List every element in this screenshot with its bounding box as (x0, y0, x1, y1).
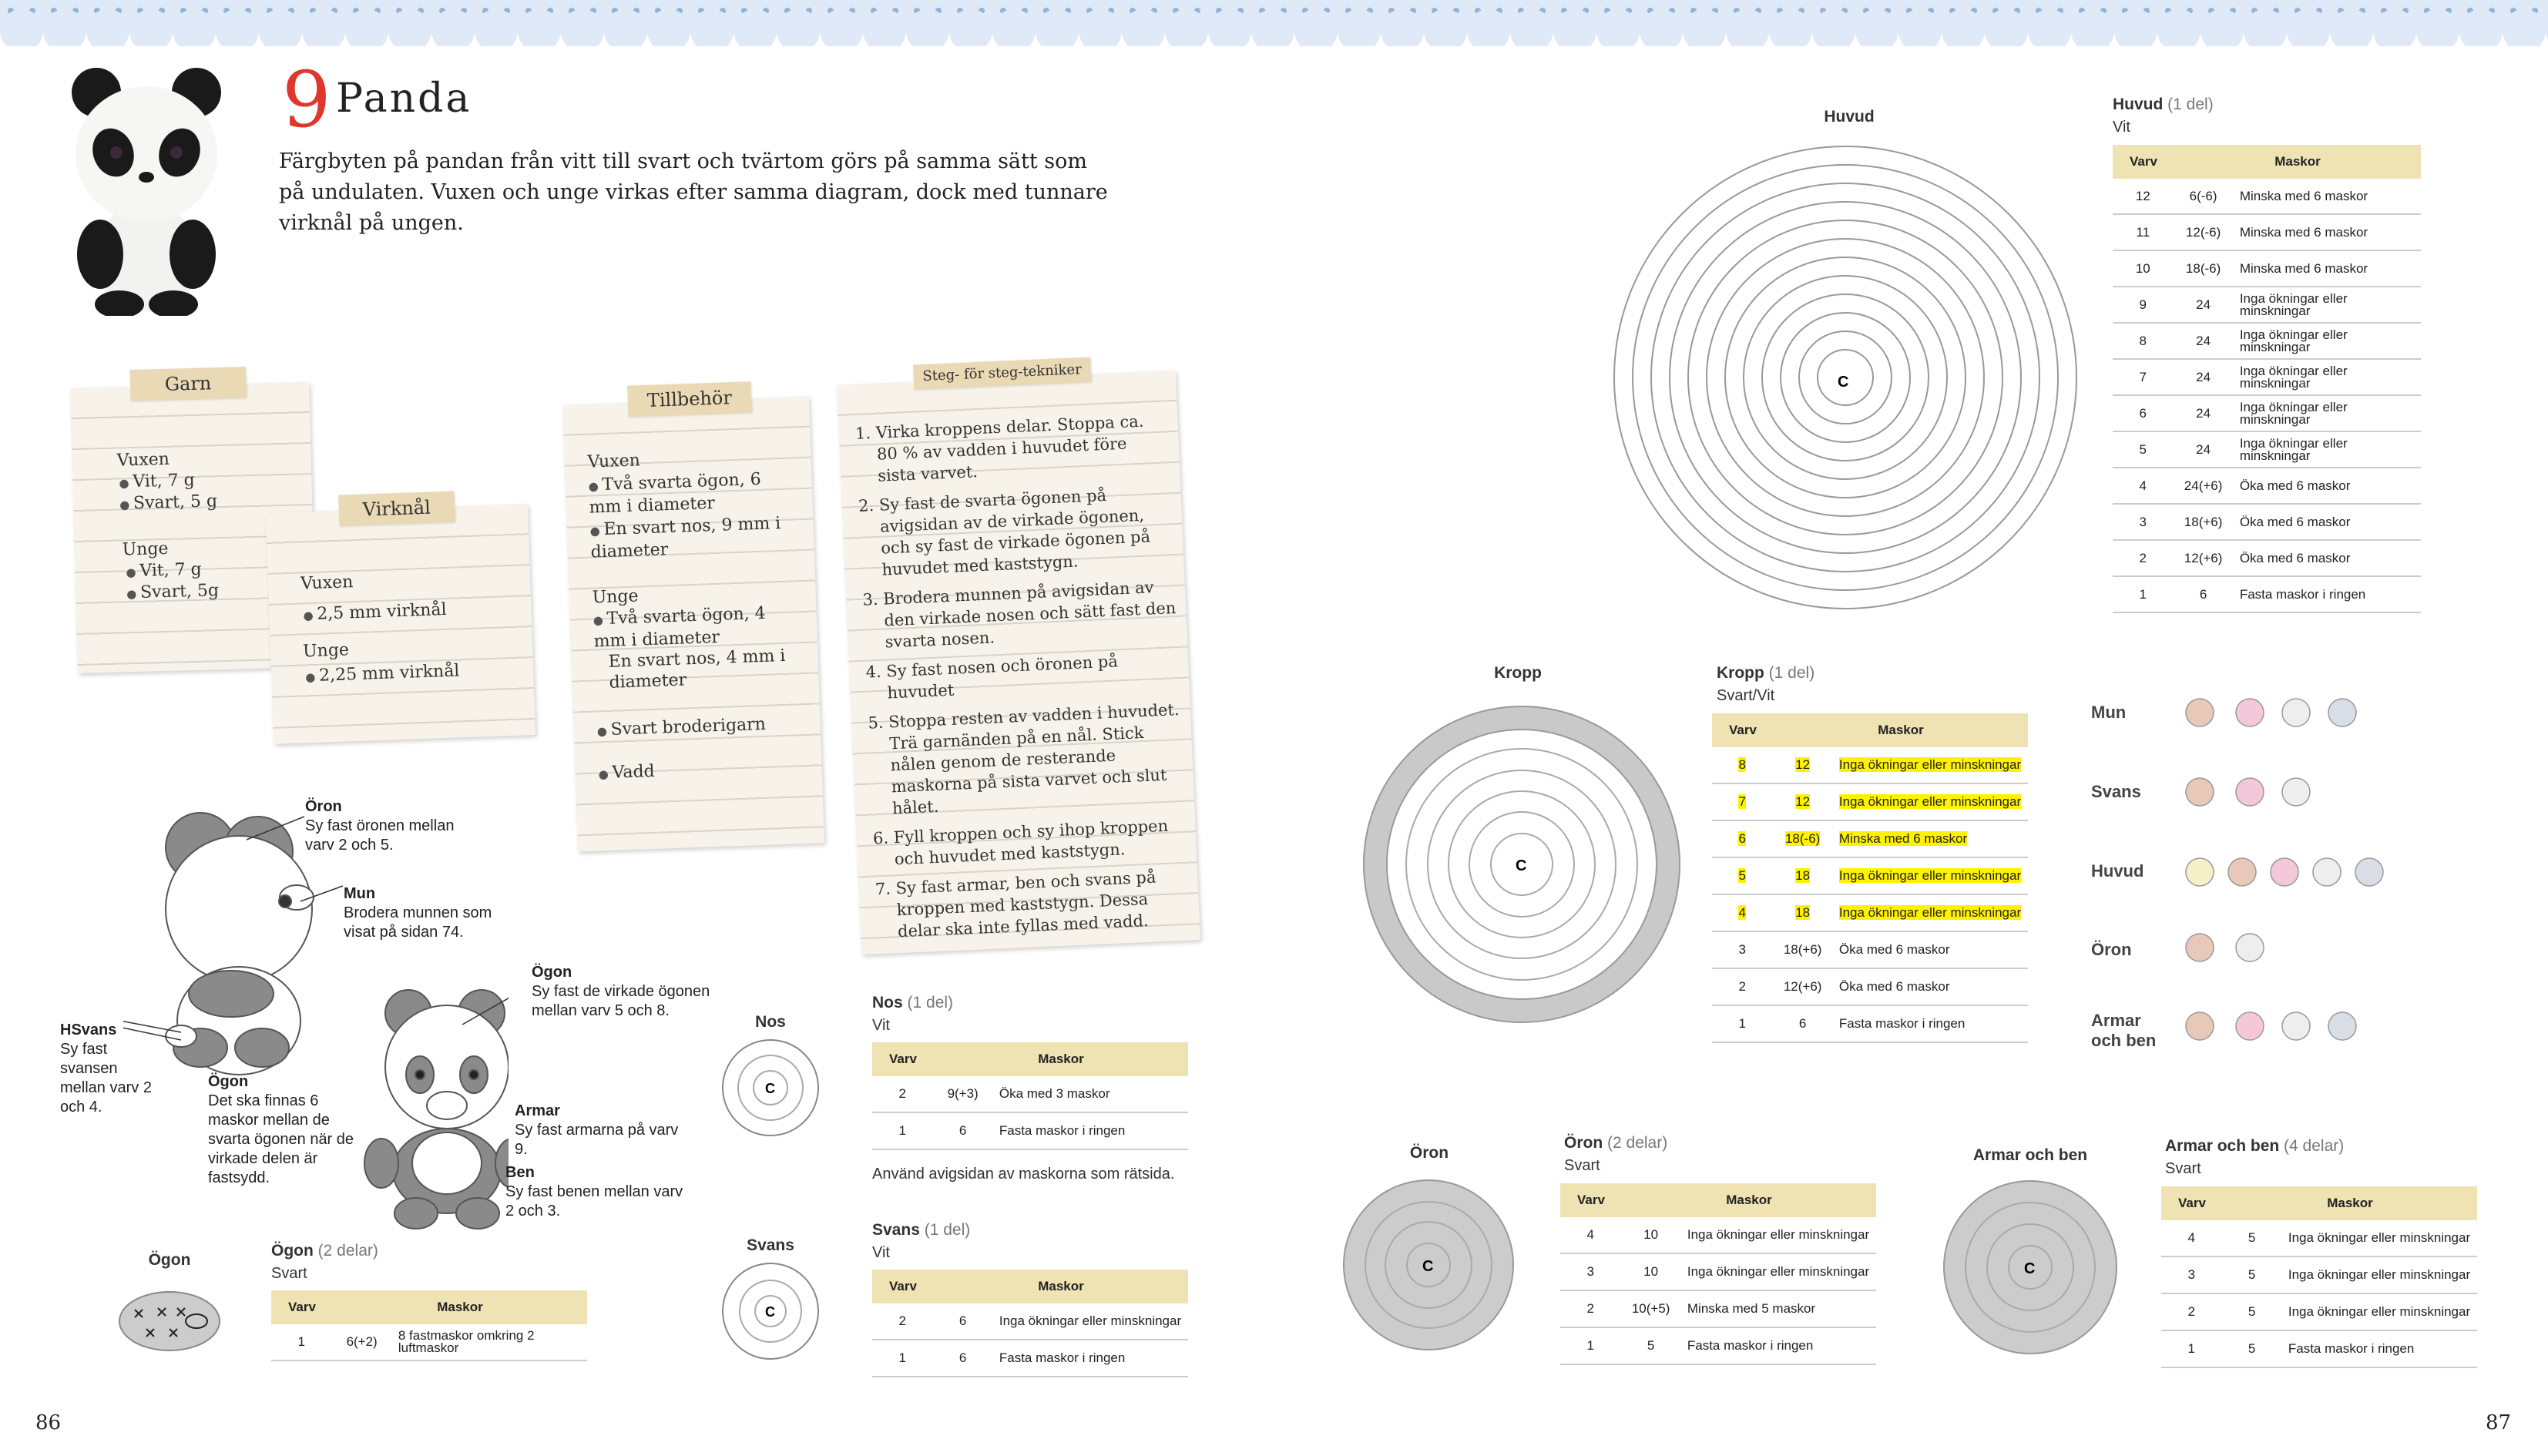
table-row (2113, 215, 2421, 251)
cell-maskor-instruction: Inga ökningar eller minskningar (2239, 363, 2348, 391)
cell-maskor-count: 6 (958, 1123, 967, 1138)
cell-maskor-count: 18(+6) (2184, 514, 2223, 529)
table-huvud-title: Huvud (1 del) (2113, 96, 2214, 113)
cell-maskor-count: 9(+3) (947, 1086, 979, 1101)
cell-varv: 8 (1738, 757, 1746, 772)
cell-varv: 3 (2139, 514, 2147, 529)
header-varv: Varv (2130, 154, 2157, 169)
tillbehor-unge-1: ● Två svarta ögon, 4 mm i diameter (593, 602, 779, 652)
table-oron-color: Svart (1564, 1157, 1600, 1174)
cell-maskor-instruction: Öka med 6 maskor (1838, 942, 1950, 957)
cell-varv: 3 (1586, 1264, 1594, 1279)
table-row (1712, 747, 2028, 784)
cell-maskor-instruction: Minska med 6 maskor (2239, 188, 2368, 203)
tillbehor-note (562, 387, 824, 852)
cell-maskor-instruction: Öka med 6 maskor (2239, 550, 2351, 565)
garn-unge-2: ● Svart, 5g (126, 580, 220, 605)
annotation-ogon-2: Ögon Det ska finnas 6 maskor mellan de svarta ögonen när de virkade delen är fastsydd. (208, 1073, 354, 1186)
cell-maskor-instruction: Inga ökningar eller minskningar (2239, 399, 2348, 427)
cell-varv: 1 (1738, 1016, 1746, 1031)
header-varv: Varv (889, 1052, 917, 1066)
scallop-border (0, 0, 2548, 46)
table-row (1560, 1217, 1876, 1254)
table-huvud (2113, 145, 2421, 613)
cell-varv: 4 (2139, 478, 2147, 493)
cell-maskor-count: 6 (1798, 1016, 1807, 1031)
tillbehor-extra-2: ● Vadd (598, 761, 655, 786)
table-row (1560, 1254, 1876, 1291)
table-row (2161, 1294, 2477, 1331)
steg-note (837, 361, 1200, 954)
table-ogon-title: Ögon (2 delar) (271, 1242, 378, 1260)
table-row (2113, 468, 2421, 505)
table-header (1560, 1183, 1876, 1217)
annotation-ben: Ben Sy fast benen mellan varv 2 och 3. (505, 1164, 683, 1219)
cell-maskor-count: 18(+6) (1783, 942, 1822, 957)
side-nav-oron: Öron (2091, 940, 2132, 959)
cell-maskor-count: 12(+6) (2184, 550, 2223, 565)
table-svans-title: Svans (1 del) (872, 1221, 971, 1239)
svans-center-c: C (765, 1304, 775, 1320)
table-armben (2161, 1186, 2477, 1368)
cell-maskor-instruction: Inga ökningar eller minskningar (2288, 1230, 2471, 1245)
tillbehor-vuxen-label: Vuxen (587, 451, 641, 472)
cell-maskor-count: 10(+5) (1631, 1301, 1670, 1316)
cell-maskor-count: 24 (2196, 369, 2211, 384)
diagram-label-kropp: Kropp (1494, 664, 1542, 682)
oron-center-c: C (1422, 1258, 1434, 1275)
cell-maskor-instruction: Inga ökningar eller minskningar (2288, 1304, 2471, 1319)
intro-text: Färgbyten på pandan från vitt till svart och tvärtom görs på samma sätt som på undulaten. Vuxen och unge virkas efter samma diagram, dock med tunnare virknål på ungen. (279, 149, 1108, 235)
header-maskor: Maskor (1038, 1279, 1084, 1293)
cell-maskor-instruction: Fasta maskor i ringen (1687, 1338, 1814, 1353)
diagram-label-huvud: Huvud (1824, 108, 1875, 126)
table-row (2161, 1220, 2477, 1257)
tillbehor-tag: Tillbehör (627, 381, 751, 417)
huvud-center-c: C (1838, 374, 1849, 391)
tillbehor-unge-label: Unge (592, 586, 639, 608)
diagram-label-ogon: Ögon (148, 1251, 191, 1269)
header-maskor: Maskor (1878, 723, 1924, 737)
steg-tag: Steg- för steg-tekniker (913, 357, 1091, 390)
table-row (2113, 324, 2421, 360)
table-row (872, 1076, 1188, 1113)
table-kropp-title: Kropp (1 del) (1717, 664, 1815, 682)
table-row (1712, 1006, 2028, 1043)
cell-maskor-instruction: Inga ökningar eller minskningar (1838, 905, 2022, 920)
table-nos-note: Använd avigsidan av maskorna som rätsida. (872, 1166, 1175, 1183)
cell-varv: 9 (2139, 297, 2147, 312)
cell-maskor-instruction: Öka med 6 maskor (2239, 478, 2351, 493)
annotation-svans: HSvans Sy fast svansen mellan varv 2 och 4. (60, 1022, 152, 1115)
cell-maskor-count: 24 (2196, 441, 2211, 457)
cell-varv: 11 (2136, 224, 2150, 240)
cell-varv: 2 (898, 1313, 906, 1328)
cell-maskor-instruction: Minska med 5 maskor (1687, 1301, 1816, 1316)
steg-item: 1. Virka kroppens delar. Stoppa ca. 80 % av vadden i huvudet före sista varvet. (875, 409, 1170, 486)
cell-maskor-count: 24 (2196, 333, 2211, 348)
diagram-label-nos: Nos (755, 1013, 786, 1031)
virknal-unge: ● 2,25 mm virknål (305, 660, 460, 688)
cell-varv: 5 (2139, 441, 2147, 457)
cell-varv: 7 (1738, 794, 1746, 809)
cell-varv: 2 (2139, 550, 2147, 565)
recipe-number: 9 (282, 55, 331, 145)
annotation-armar: Armar Sy fast armarna på varv 9. (515, 1102, 679, 1158)
tillbehor-extra-1: ● Svart broderigarn (596, 714, 766, 743)
diagram-nos (720, 1038, 821, 1138)
cell-maskor-instruction: Inga ökningar eller minskningar (2239, 327, 2348, 354)
table-row (2161, 1331, 2477, 1368)
table-row (1712, 932, 2028, 969)
garn-vuxen-2: ● Svart, 5 g (119, 491, 218, 515)
side-nav-svans: Svans (2091, 782, 2141, 801)
table-row (2161, 1257, 2477, 1294)
table-oron-title: Öron (2 delar) (1564, 1134, 1668, 1152)
cell-maskor-instruction: Öka med 6 maskor (2239, 514, 2351, 529)
cell-maskor-count: 18(-6) (1784, 831, 1821, 846)
cell-maskor-instruction: Fasta maskor i ringen (1838, 1016, 1966, 1031)
cell-maskor-instruction: Inga ökningar eller minskningar (1687, 1227, 1870, 1242)
table-row (872, 1303, 1188, 1340)
cell-maskor-count: 5 (2248, 1267, 2256, 1282)
side-nav-armar-och-ben: Armar och ben (2091, 1011, 2157, 1050)
virknal-vuxen-label: Vuxen (300, 572, 354, 594)
garn-vuxen-label: Vuxen (116, 449, 170, 471)
table-svans (872, 1270, 1188, 1377)
steg-item: 4. Sy fast nosen och öronen på huvudet (886, 648, 1180, 704)
cell-maskor-count: 10 (1643, 1227, 1659, 1242)
cell-varv: 2 (1586, 1301, 1594, 1316)
cell-varv: 5 (1738, 868, 1746, 883)
annotation-mun: Mun Brodera munnen som visat på sidan 74. (344, 885, 492, 941)
table-oron (1560, 1183, 1876, 1365)
cell-maskor-instruction: Minska med 6 maskor (2239, 224, 2368, 240)
diagram-ogon (116, 1287, 223, 1356)
table-row (1712, 858, 2028, 895)
table-row (1712, 895, 2028, 932)
cell-varv: 4 (2187, 1230, 2195, 1245)
cell-maskor-instruction: Inga ökningar eller minskningar (1838, 794, 2022, 809)
table-header (271, 1290, 587, 1324)
table-row (872, 1340, 1188, 1377)
cell-maskor-instruction: Minska med 6 maskor (2239, 260, 2368, 276)
cell-maskor-instruction: Fasta maskor i ringen (999, 1350, 1126, 1365)
cell-varv: 1 (2187, 1341, 2195, 1356)
table-ogon-color: Svart (271, 1265, 307, 1282)
table-kropp (1712, 713, 2028, 1043)
diagram-svans (720, 1261, 821, 1361)
header-maskor: Maskor (1726, 1193, 1772, 1207)
header-varv: Varv (1729, 723, 1757, 737)
cell-varv: 1 (297, 1334, 305, 1349)
diagram-label-svans: Svans (747, 1236, 794, 1254)
diagram-armar-och-ben (1942, 1179, 2119, 1356)
side-nav-huvud: Huvud (2091, 861, 2144, 881)
cell-maskor-instruction: Inga ökningar eller minskningar (2288, 1267, 2471, 1282)
table-row (1712, 821, 2028, 858)
table-header (2113, 145, 2421, 179)
cell-varv: 6 (2139, 405, 2147, 421)
cell-maskor-count: 18(-6) (2185, 260, 2221, 276)
table-nos-title: Nos (1 del) (872, 994, 954, 1011)
cell-varv: 3 (1738, 942, 1746, 957)
diagram-label-armar-och-ben: Armar och ben (1972, 1146, 2088, 1164)
side-nav-animal-icons (2180, 678, 2412, 1079)
table-header (872, 1270, 1188, 1303)
header-maskor: Maskor (1038, 1052, 1084, 1066)
cell-varv: 1 (898, 1350, 906, 1365)
garn-vuxen-1: ● Vit, 7 g (119, 470, 195, 495)
cell-maskor-count: 12 (1795, 757, 1811, 772)
table-nos-color: Vit (872, 1017, 890, 1034)
diagram-oron (1342, 1179, 1516, 1352)
cell-maskor-count: 6 (958, 1350, 967, 1365)
table-row (271, 1324, 587, 1361)
cell-maskor-count: 6 (2199, 586, 2207, 602)
steg-item: 5. Stoppa resten av vadden i huvudet. Trä garnänden på en nål. Stick nålen genom de resterande maskorna på sista varvet och slut hålet. (888, 699, 1186, 819)
virknal-unge-label: Unge (302, 640, 350, 662)
table-row (2113, 541, 2421, 577)
cell-varv: 1 (898, 1123, 906, 1138)
cell-maskor-count: 6(+2) (346, 1334, 378, 1349)
cell-varv: 4 (1738, 905, 1746, 920)
cell-maskor-instruction: Fasta maskor i ringen (2239, 586, 2366, 602)
garn-unge-label: Unge (122, 538, 169, 560)
virknal-vuxen: ● 2,5 mm virknål (303, 599, 447, 626)
steg-item: 2. Sy fast de svarta ögonen på avigsidan av de virkade ögonen, och sy fast de virkade ögonen på huvudet med kaststygn. (878, 481, 1175, 580)
table-row (2113, 360, 2421, 396)
garn-tag: Garn (130, 367, 247, 401)
cell-maskor-count: 18 (1795, 868, 1811, 883)
annotation-ogon-1: Ögon Sy fast de virkade ögonen mellan varv 5 och 8. (532, 964, 710, 1019)
table-row (2113, 505, 2421, 541)
table-armben-title: Armar och ben (4 delar) (2165, 1137, 2345, 1155)
recipe-title: Panda (336, 75, 472, 122)
steg-item: 6. Fyll kroppen och sy ihop kroppen och huvudet med kaststygn. (893, 814, 1187, 871)
header-varv: Varv (2178, 1196, 2206, 1210)
table-nos (872, 1042, 1188, 1150)
header-varv: Varv (1577, 1193, 1605, 1207)
table-huvud-color: Vit (2113, 119, 2130, 136)
cell-maskor-count: 10 (1643, 1264, 1659, 1279)
steg-item: 7. Sy fast armar, ben och svans på kroppen med kaststygn. Dessa delar ska inte fyllas med vadd. (895, 865, 1190, 942)
page-number-right: 87 (2486, 1411, 2512, 1434)
cell-maskor-instruction: 8 fastmaskor omkring 2 luftmaskor (398, 1328, 535, 1355)
cell-varv: 12 (2135, 188, 2150, 203)
table-row (1560, 1291, 1876, 1328)
table-armben-color: Svart (2165, 1160, 2201, 1177)
cell-maskor-count: 24 (2196, 405, 2211, 421)
header-maskor: Maskor (2274, 154, 2321, 169)
kropp-center-c: C (1516, 857, 1527, 874)
cell-maskor-count: 5 (2248, 1304, 2256, 1319)
steg-item: 3. Brodera munnen på avigsidan av den virkade nosen och sätt fast den svarta nosen. (883, 575, 1178, 653)
tillbehor-unge-2: En svart nos, 4 mm i diameter (608, 646, 786, 693)
cell-varv: 7 (2139, 369, 2147, 384)
cell-varv: 6 (1738, 831, 1746, 846)
cell-maskor-count: 24 (2196, 297, 2211, 312)
cell-maskor-instruction: Inga ökningar eller minskningar (2239, 290, 2348, 318)
cell-maskor-count: 5 (2248, 1341, 2256, 1356)
cell-maskor-instruction: Inga ökningar eller minskningar (1838, 868, 2022, 883)
header-varv: Varv (288, 1300, 316, 1314)
table-ogon (271, 1290, 587, 1361)
cell-maskor-instruction: Fasta maskor i ringen (2288, 1341, 2415, 1356)
table-row (2113, 251, 2421, 287)
table-row (1712, 784, 2028, 821)
annotation-oron: Öron Sy fast öronen mellan varv 2 och 5. (305, 798, 455, 854)
garn-unge-1: ● Vit, 7 g (126, 559, 202, 584)
diagram-kropp (1360, 703, 1684, 1026)
panda-photo (65, 62, 227, 316)
cell-varv: 2 (2187, 1304, 2195, 1319)
cell-maskor-instruction: Inga ökningar eller minskningar (1687, 1264, 1870, 1279)
cell-maskor-instruction: Inga ökningar eller minskningar (999, 1313, 1182, 1328)
table-row (2113, 577, 2421, 613)
side-nav-mun: Mun (2091, 703, 2127, 722)
cell-maskor-count: 5 (1647, 1338, 1655, 1353)
header-varv: Varv (889, 1279, 917, 1293)
table-svans-color: Vit (872, 1244, 890, 1261)
header-maskor: Maskor (437, 1300, 483, 1314)
table-row (872, 1113, 1188, 1150)
tillbehor-vuxen-1: ● Två svarta ögon, 6 mm i diameter (588, 468, 797, 518)
table-row (2113, 396, 2421, 432)
nos-center-c: C (765, 1081, 775, 1096)
table-header (872, 1042, 1188, 1076)
cell-varv: 10 (2135, 260, 2150, 276)
header-maskor: Maskor (2327, 1196, 2373, 1210)
virknal-note (266, 496, 535, 744)
table-kropp-color: Svart/Vit (1717, 687, 1775, 704)
cell-maskor-count: 24(+6) (2184, 478, 2223, 493)
armben-center-c: C (2024, 1260, 2036, 1277)
cell-maskor-instruction: Inga ökningar eller minskningar (2239, 435, 2348, 463)
cell-maskor-instruction: Fasta maskor i ringen (999, 1123, 1126, 1138)
virknal-tag: Virknål (338, 491, 455, 525)
cell-varv: 1 (2139, 586, 2147, 602)
cell-maskor-count: 12(+6) (1783, 979, 1822, 994)
cell-maskor-count: 5 (2248, 1230, 2256, 1245)
cell-varv: 4 (1586, 1227, 1594, 1242)
diagram-label-oron: Öron (1409, 1144, 1449, 1162)
cell-maskor-instruction: Öka med 6 maskor (1838, 979, 1950, 994)
cell-varv: 2 (1738, 979, 1746, 994)
cell-maskor-instruction: Minska med 6 maskor (1838, 831, 1968, 846)
cell-maskor-count: 18 (1795, 905, 1811, 920)
tillbehor-vuxen-2: ● En svart nos, 9 mm i diameter (589, 512, 799, 562)
cell-maskor-count: 6 (958, 1313, 967, 1328)
cell-varv: 8 (2139, 333, 2147, 348)
cell-varv: 3 (2187, 1267, 2195, 1282)
table-row (2113, 179, 2421, 215)
table-row (1560, 1328, 1876, 1365)
cell-maskor-count: 6(-6) (2189, 188, 2217, 203)
cell-varv: 2 (898, 1086, 906, 1101)
cell-varv: 1 (1586, 1338, 1594, 1353)
cell-maskor-instruction: Inga ökningar eller minskningar (1838, 757, 2022, 772)
table-header (2161, 1186, 2477, 1220)
table-row (1712, 969, 2028, 1006)
cell-maskor-count: 12(-6) (2185, 224, 2221, 240)
table-header (1712, 713, 2028, 747)
steg-list (854, 409, 1191, 951)
page-number-left: 86 (35, 1411, 62, 1434)
table-row (2113, 287, 2421, 324)
cell-maskor-instruction: Öka med 3 maskor (999, 1086, 1110, 1101)
table-row (2113, 432, 2421, 468)
diagram-huvud (1606, 139, 2084, 616)
cell-maskor-count: 12 (1795, 794, 1811, 809)
